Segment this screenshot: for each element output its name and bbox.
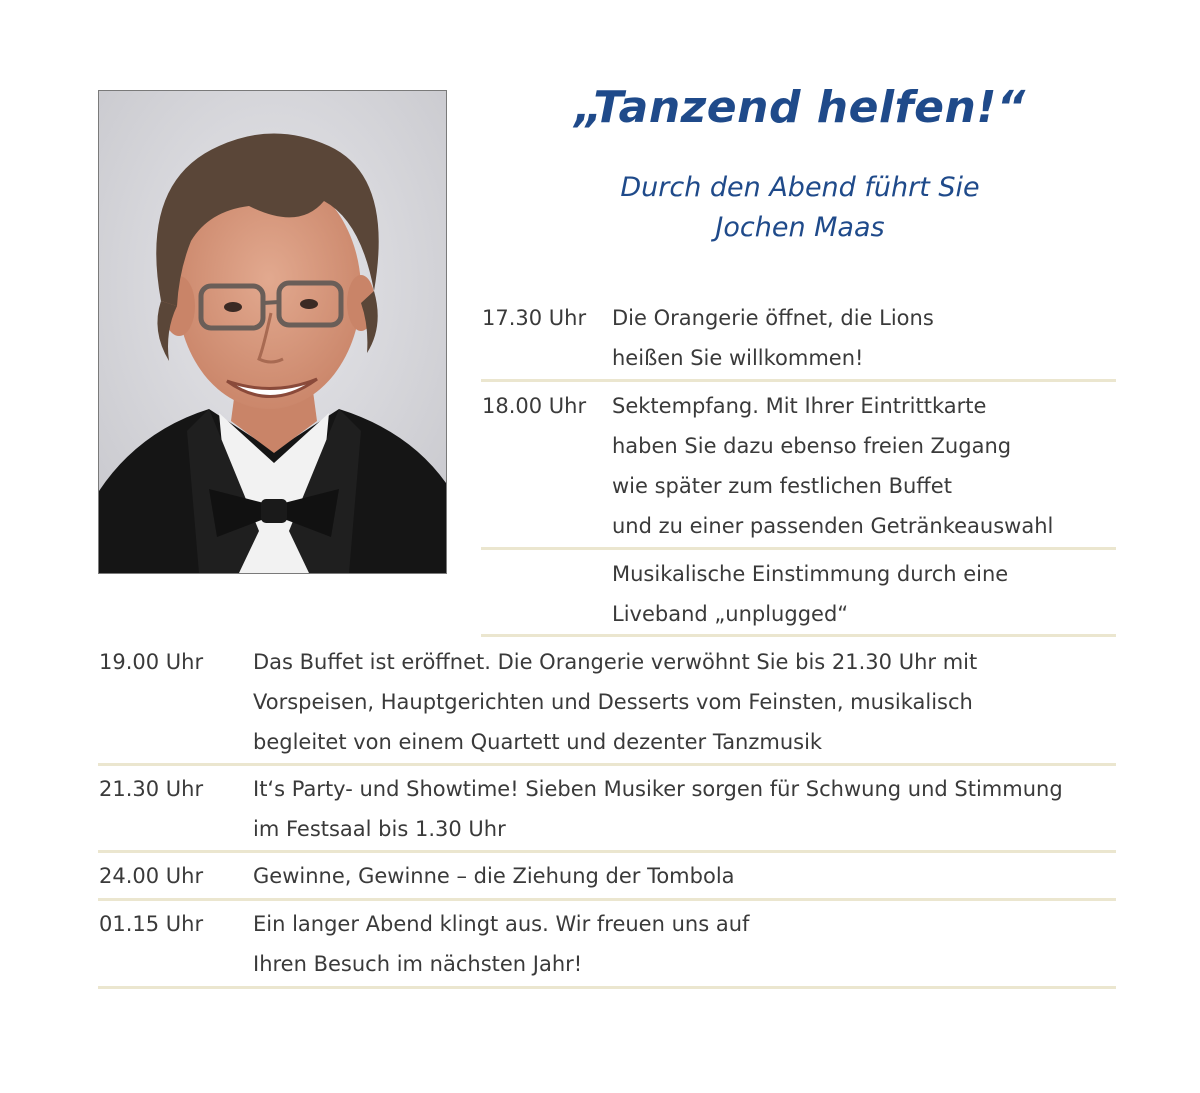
schedule-time: 17.30 Uhr (482, 306, 587, 330)
subtitle-line-2: Jochen Maas (715, 212, 885, 243)
schedule-time: 19.00 Uhr (99, 650, 204, 674)
schedule-time: 01.15 Uhr (99, 912, 204, 936)
schedule-row-music (481, 554, 1116, 637)
schedule-row-0115 (98, 904, 1116, 989)
portrait-photo (98, 90, 447, 574)
schedule-line: wie später zum festlichen Buffet (612, 474, 952, 498)
schedule-line: und zu einer passenden Getränkeauswahl (612, 514, 1054, 538)
schedule-description (253, 769, 1063, 849)
schedule-line: Sektempfang. Mit Ihrer Eintrittkarte (612, 394, 987, 418)
schedule-row-1730 (481, 298, 1116, 382)
schedule-time: 21.30 Uhr (99, 777, 204, 801)
schedule-time: 24.00 Uhr (99, 864, 204, 888)
portrait-illustration (99, 91, 446, 573)
schedule-line: Ein langer Abend klingt aus. Wir freuen uns auf (253, 912, 750, 936)
schedule-line: It‘s Party- und Showtime! Sieben Musiker sorgen für Schwung und Stimmung (253, 777, 1063, 801)
schedule-description (612, 298, 934, 378)
schedule-description (253, 856, 735, 896)
schedule-description (612, 554, 1008, 634)
schedule-line: Das Buffet ist eröffnet. Die Orangerie verwöhnt Sie bis 21.30 Uhr mit (253, 650, 978, 674)
schedule-line: haben Sie dazu ebenso freien Zugang (612, 434, 1012, 458)
schedule-line: heißen Sie willkommen! (612, 346, 864, 370)
schedule-line: Musikalische Einstimmung durch eine (612, 562, 1009, 586)
schedule-description (253, 904, 749, 984)
schedule-row-1800 (481, 386, 1116, 550)
schedule-line: Die Orangerie öffnet, die Lions (612, 306, 934, 330)
schedule-line: Gewinne, Gewinne – die Ziehung der Tombola (253, 864, 735, 888)
schedule-line: im Festsaal bis 1.30 Uhr (253, 817, 506, 841)
schedule-row-1900 (98, 642, 1116, 766)
schedule-description (612, 386, 1053, 546)
schedule-line: Liveband „unplugged“ (612, 602, 849, 626)
schedule-line: Vorspeisen, Hauptgerichten und Desserts vom Feinsten, musikalisch (253, 690, 973, 714)
schedule-row-2400 (98, 856, 1116, 901)
schedule-line: begleitet von einem Quartett und dezenter Tanzmusik (253, 730, 823, 754)
schedule-time: 18.00 Uhr (482, 394, 587, 418)
schedule-row-2130 (98, 769, 1116, 853)
schedule-description (253, 642, 977, 762)
page-title: „Tanzend helfen!“ (574, 82, 1026, 133)
subtitle-line-1: Durch den Abend führt Sie (620, 172, 980, 203)
schedule-line: Ihren Besuch im nächsten Jahr! (253, 952, 583, 976)
